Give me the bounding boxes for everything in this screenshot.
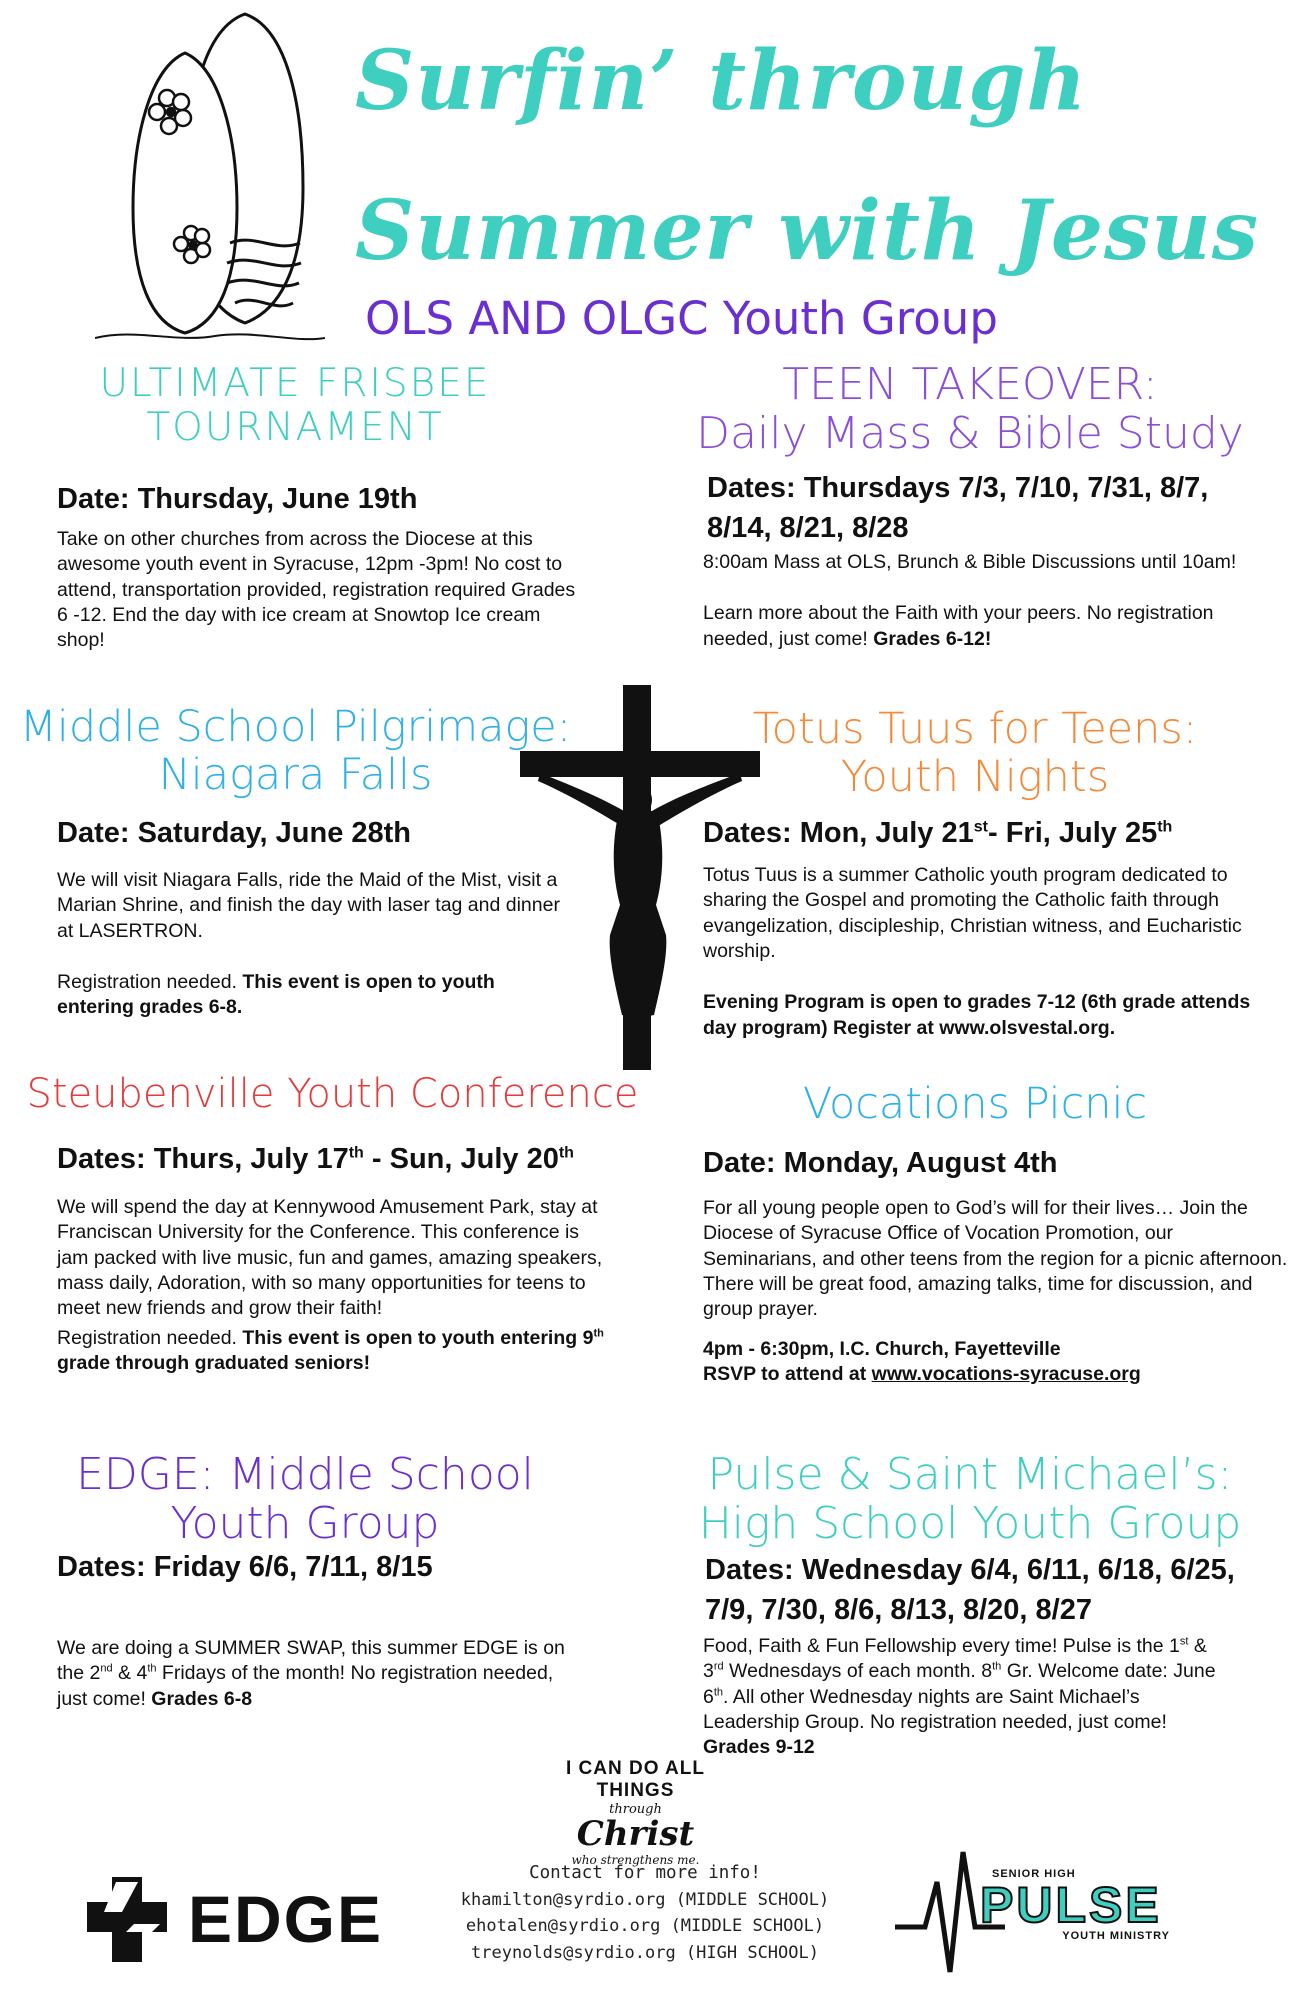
pulse-logo-word: PULSE: [980, 1877, 1162, 1933]
vocations-title: Vocations Picnic: [802, 1079, 1148, 1129]
teen-date: Dates: Thursdays 7/3, 7/10, 7/31, 8/7, 8/14, 8/21, 8/28: [707, 472, 1209, 545]
pulse-logo-top: SENIOR HIGH: [992, 1868, 1076, 1880]
pilgrimage-body-p2: Registration needed.: [57, 971, 237, 994]
totus-date: [703, 813, 1263, 853]
totus-date-a: Dates: Mon, July 21: [703, 817, 974, 849]
edge-cross-icon: [82, 1872, 172, 1967]
teen-title-line2: Daily Mass & Bible Study: [696, 408, 1244, 460]
pulse-body-c: Wednesdays of each month. 8: [723, 1660, 993, 1683]
teen-body-p1: 8:00am Mass at OLS, Brunch & Bible Discussions until 10am!: [703, 551, 1237, 573]
pulse-body: [703, 1634, 1223, 1761]
title-line-2: Summer with Jesus: [355, 183, 1259, 279]
contact-title: Contact for more info!: [529, 1863, 761, 1883]
pilgrimage-title-line2: Niagara Falls: [158, 750, 433, 801]
steubenville-body-bold-sup: th: [593, 1327, 604, 1340]
vocations-date: Date: Monday, August 4th: [703, 1147, 1058, 1179]
edge-body-a: We are doing a SUMMER SWAP, this summer EDGE is on the 2: [57, 1637, 565, 1685]
contact-block: [400, 1860, 890, 1966]
totus-date-b: - Fri, July 25: [987, 817, 1158, 849]
edge-title-line2: Youth Group: [170, 1498, 440, 1550]
pulse-body-sup4: th: [713, 1686, 724, 1699]
totus-body-bold: Evening Program is open to grades 7-12 (6th grade attends day program) Register at www.olsvestal.org.: [703, 991, 1251, 1039]
teen-body-p2: Learn more about the Faith with your peers. No registration needed, just come!: [703, 602, 1214, 650]
contact-email-2[interactable]: ehotalen@syrdio.org (MIDDLE SCHOOL): [465, 1916, 825, 1937]
frisbee-title: [40, 362, 550, 449]
edge-title: [40, 1450, 570, 1549]
edge-body-sup2: th: [147, 1662, 157, 1675]
edge-body-grades: Grades 6-8: [151, 1687, 253, 1710]
edge-body: [57, 1636, 572, 1712]
vocations-body-p1: For all young people open to God’s will for their lives… Join the Diocese of Syracuse Office of Vocation Promotion, our Seminarians, and other teens from the region for a picnic afternoon. There will be great food, amazing talks, time for discussion, and group prayer.: [703, 1197, 1288, 1321]
teen-body-grades: Grades 6-12!: [873, 627, 992, 650]
totus-body: [703, 863, 1258, 1041]
totus-date-sup1: st: [973, 818, 988, 836]
edge-date: Dates: Friday 6/6, 7/11, 8/15: [57, 1551, 433, 1583]
pulse-title-line2: High School Youth Group: [698, 1498, 1242, 1550]
badge-line2: through: [609, 1802, 662, 1817]
teen-title-line1: TEEN TAKEOVER:: [782, 359, 1158, 410]
steubenville-title: Steubenville Youth Conference: [26, 1071, 639, 1117]
pulse-body-sup2: rd: [713, 1660, 724, 1673]
pilgrimage-title-line1: Middle School Pilgrimage:: [19, 702, 572, 752]
steubenville-date-b: - Sun, July 20: [363, 1143, 559, 1175]
steubenville-body-p2: Registration needed.: [57, 1326, 237, 1349]
steubenville-date-sup2: th: [558, 1144, 574, 1162]
pulse-body-sup1: st: [1179, 1635, 1189, 1648]
vocations-body: [703, 1196, 1288, 1387]
edge-body-c: Fridays of the month! No registration needed, just come!: [57, 1662, 554, 1710]
totus-title-line2: Youth Nights: [840, 752, 1110, 803]
pulse-logo: [980, 1868, 1200, 1942]
pulse-date: Dates: Wednesday 6/4, 6/11, 6/18, 6/25, 7/9, 7/30, 8/6, 8/13, 8/20, 8/27: [705, 1554, 1235, 1627]
pulse-body-sup3: th: [992, 1660, 1002, 1673]
pilgrimage-body: [57, 868, 567, 1021]
steubenville-body-bold-b: grade through graduated seniors!: [57, 1352, 371, 1375]
contact-email-3[interactable]: treynolds@syrdio.org (HIGH SCHOOL): [471, 1942, 819, 1963]
badge-line1: I CAN DO ALL THINGS: [565, 1758, 705, 1801]
pilgrimage-title: [8, 703, 583, 799]
surfboards-illustration: [95, 8, 325, 353]
pulse-title: [665, 1450, 1275, 1549]
steubenville-date-a: Dates: Thurs, July 17: [57, 1143, 349, 1175]
totus-title-line1: Totus Tuus for Teens:: [752, 704, 1198, 754]
pulse-body-a: Food, Faith & Fun Fellowship every time! Pulse is the 1: [703, 1635, 1180, 1657]
totus-date-sup2: th: [1157, 818, 1173, 836]
edge-body-b: & 4: [112, 1662, 148, 1685]
title-line-1: Surfin’ through: [355, 33, 1088, 129]
frisbee-body: Take on other churches from across the Diocese at this awesome youth event in Syracuse, 12pm -3pm! No cost to attend, transportation provided, registration required Grades 6 -12. End the day with ice cream at Snowtop Ice cream shop!: [57, 528, 576, 652]
pilgrimage-body-p1: We will visit Niagara Falls, ride the Maid of the Mist, visit a Marian Shrine, and finish the day with laser tag and dinner at LASERTRON.: [57, 869, 560, 942]
badge-line3: Christ: [576, 1814, 695, 1854]
vocations-link[interactable]: www.vocations-syracuse.org: [871, 1363, 1141, 1386]
pilgrimage-body-bold: This event is open to youth entering grades 6-8.: [57, 971, 495, 1019]
frisbee-date: Date: Thursday, June 19th: [57, 483, 418, 515]
vocations-body-time: 4pm - 6:30pm, I.C. Church, Fayetteville: [703, 1337, 1061, 1360]
frisbee-title-line1: ULTIMATE FRISBEE: [99, 361, 491, 406]
steubenville-body-p1: We will spend the day at Kennywood Amusement Park, stay at Franciscan University for the Conference. This conference is jam packed with live music, fun and games, amazing speakers, mass daily, Adoration, with so many opportunities for teens to meet new friends and grow their faith!: [57, 1196, 603, 1320]
steubenville-body: [57, 1195, 612, 1376]
pulse-logo-bottom: YOUTH MINISTRY: [1062, 1930, 1170, 1942]
frisbee-title-line2: TOURNAMENT: [146, 404, 444, 450]
steubenville-body-bold-a: This event is open to youth entering 9: [242, 1326, 594, 1349]
pilgrimage-date: Date: Saturday, June 28th: [57, 817, 412, 849]
edge-logo-text: EDGE: [188, 1882, 384, 1956]
scripture-badge: [528, 1750, 743, 1867]
vocations-body-rsvp: RSVP to attend at: [703, 1363, 872, 1386]
pulse-body-grades: Grades 9-12: [703, 1736, 815, 1759]
pulse-body-e: . All other Wednesday nights are Saint Michael’s Leadership Group. No registration needed, just come!: [703, 1685, 1167, 1734]
subtitle: OLS AND OLGC Youth Group: [365, 292, 998, 345]
edge-title-line1: EDGE: Middle School: [76, 1449, 534, 1500]
pulse-body-d: Gr. Welcome date: June 6: [703, 1660, 1216, 1708]
edge-body-sup1: nd: [100, 1662, 113, 1675]
totus-title: [735, 705, 1215, 801]
steubenville-date: [57, 1139, 647, 1179]
teen-title: [690, 360, 1250, 459]
pulse-body-b: & 3: [703, 1635, 1207, 1683]
steubenville-date-sup1: th: [348, 1144, 364, 1162]
contact-email-1[interactable]: khamilton@syrdio.org (MIDDLE SCHOOL): [460, 1890, 830, 1911]
totus-body-p1: Totus Tuus is a summer Catholic youth program dedicated to sharing the Gospel and promoting the Catholic faith through evangelization, discipleship, Christian witness, and Eucharistic worship.: [703, 864, 1242, 963]
pulse-title-line1: Pulse & Saint Michael’s:: [707, 1449, 1233, 1500]
teen-body: [703, 550, 1243, 652]
badge-line4: who strengthens me.: [571, 1853, 700, 1867]
